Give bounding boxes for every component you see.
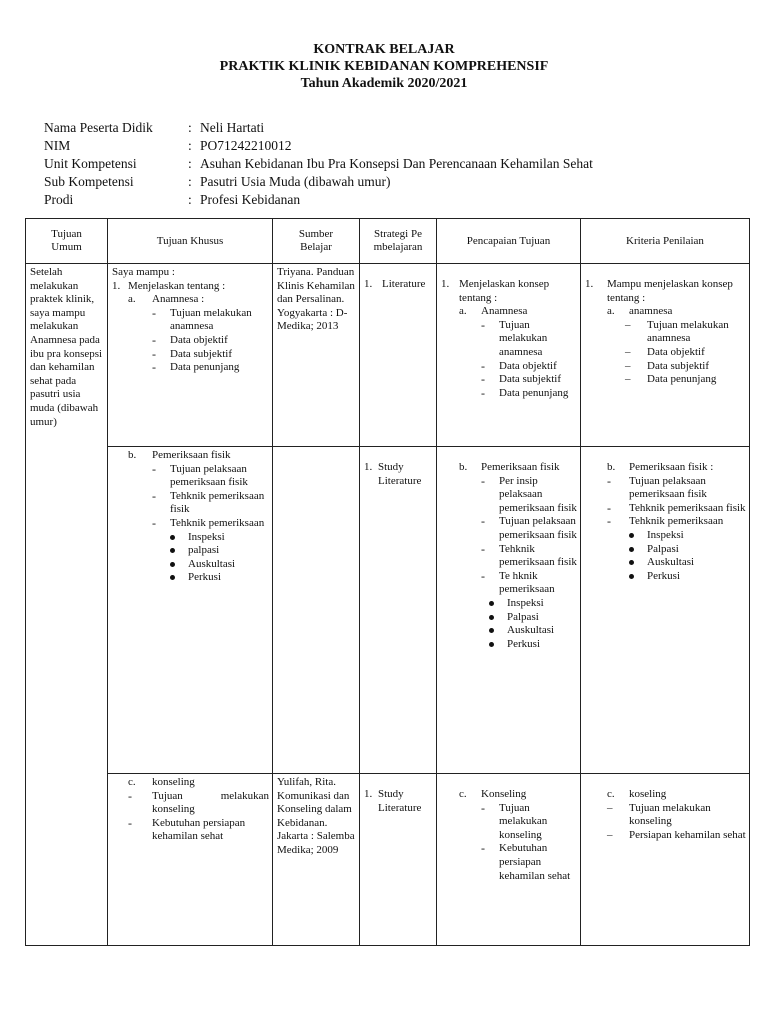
sumber-cell — [273, 264, 360, 447]
header-pencapaian: Pencapaian Tujuan — [437, 219, 581, 264]
header-kriteria: Kriteria Penilaian — [581, 219, 750, 264]
khusus-item: Data penunjang — [170, 361, 240, 374]
info-colon: : — [188, 156, 192, 171]
info-value: Neli Hartati — [200, 120, 265, 135]
table-row — [26, 264, 750, 447]
capai-head: Pemeriksaan fisik — [481, 461, 560, 473]
contract-table — [25, 218, 750, 946]
header-label: Sumber Belajar — [298, 228, 334, 253]
strategi-cell — [360, 447, 437, 774]
khusus-mark: c. — [128, 776, 136, 788]
khusus-intro: Saya mampu : — [112, 266, 175, 278]
capai-head: Konseling — [481, 788, 527, 800]
tujuan-umum-cell — [26, 264, 108, 946]
kriteria-head: koseling — [629, 788, 667, 800]
info-colon: : — [188, 138, 192, 153]
khusus-num: 1. — [112, 279, 121, 292]
kriteria-item: Data objektif — [647, 345, 705, 358]
capai-bullet: Perkusi — [507, 637, 540, 650]
info-label: Prodi — [44, 192, 74, 207]
kriteria-cell: b. Pemeriksaan fisik : - Tujuan pelaksaan pemeriksaan fisik - Tehknik pemeriksaan fisik - Tehknik pemeriksaan Inspeksi Palpasi Auskultasi Perkusi — [581, 447, 750, 774]
khusus-sub: Anamnesa : — [152, 293, 205, 306]
strategi-num: 1. — [364, 788, 373, 800]
capai-item: Data penunjang — [499, 386, 569, 399]
strategi-num: 1. — [364, 461, 373, 473]
sumber-cell — [273, 774, 360, 946]
kriteria-item: Persiapan kehamilan sehat — [629, 828, 746, 841]
khusus-sub-mark: a. — [128, 293, 136, 306]
khusus-item: Kebutuhan persiapan kehamilan sehat — [152, 816, 246, 843]
strategi-text: Study Literature — [378, 461, 422, 487]
info-value: PO71242210012 — [200, 138, 292, 153]
khusus-bullet: Inspeksi — [188, 530, 225, 543]
kriteria-item: Tehknik pemeriksaan — [629, 515, 724, 528]
khusus-bullet: palpasi — [188, 544, 220, 557]
doc-title-line3: Tahun Akademik 2020/2021 — [300, 76, 468, 91]
table-row — [26, 447, 750, 774]
khusus-bullet: Perkusi — [188, 571, 221, 584]
kriteria-bullet: Auskultasi — [647, 556, 695, 569]
info-value: Asuhan Kebidanan Ibu Pra Konsepsi Dan Perencanaan Kehamilan Sehat — [200, 156, 593, 171]
khusus-head: Pemeriksaan fisik — [152, 449, 231, 461]
tujuan-khusus-cell: Saya mampu : 1. Menjelaskan tentang : a. Anamnesa : - Tujuan melakukan anamnesa - Data objektif - Data subjektif - Data penunjang — [108, 264, 273, 447]
kriteria-item: Tujuan pelaksaan pemeriksaan fisik — [629, 474, 707, 501]
info-label: Unit Kompetensi — [44, 156, 137, 171]
khusus-item: Tehknik pemeriksaan fisik — [170, 489, 265, 516]
strategi-text: Literature — [382, 278, 426, 290]
khusus-mark: b. — [128, 449, 137, 461]
info-value: Profesi Kebidanan — [200, 192, 301, 207]
info-row-unit — [44, 155, 593, 173]
info-row-nama — [44, 119, 593, 137]
sumber-text: Triyana. Panduan Klinis Kehamilan dan Persalinan. Yogyakarta : D-Medika; 2013 — [277, 266, 355, 333]
info-row-prodi — [44, 191, 593, 209]
tujuan-khusus-cell: b. Pemeriksaan fisik - Tujuan pelaksaan pemeriksaan fisik - Tehknik pemeriksaan fisik - Tehknik pemeriksaan Inspeksi palpasi Auskultasi Perkusi — [108, 447, 273, 774]
sumber-cell — [273, 447, 360, 774]
info-row-nim — [44, 137, 593, 155]
header-label: Strategi Pembelajaran — [373, 228, 423, 253]
kriteria-num: 1. — [585, 278, 594, 290]
kriteria-cell: 1. Mampu menjelaskan konsep tentang : a. anamnesa – Tujuan melakukan anamnesa – Data objektif – Data subjektif – Data penunjang — [581, 264, 750, 447]
khusus-item: Data subjektif — [170, 347, 233, 360]
capai-num: 1. — [441, 278, 450, 290]
kriteria-mark: b. — [607, 461, 616, 473]
kriteria-sub: anamnesa — [629, 305, 673, 318]
khusus-head: konseling — [152, 776, 195, 788]
strategi-cell — [360, 264, 437, 447]
kriteria-item: Tehknik pemeriksaan fisik — [629, 501, 746, 514]
header-sumber-belajar — [273, 219, 360, 264]
pencapaian-cell: b. Pemeriksaan fisik - Per insip pelaksaan pemeriksaan fisik - Tujuan pelaksaan pemeriksaan fisik - Tehknik pemeriksaan fisik - Te hknik pemeriksaan Inspeksi Palpasi Auskultasi Perkusi — [437, 447, 581, 774]
capai-sub: Anamnesa — [481, 305, 528, 318]
kriteria-cell: c. koseling – Tujuan melakukan konseling – Persiapan kehamilan sehat — [581, 774, 750, 946]
kriteria-head: Pemeriksaan fisik : — [629, 461, 714, 473]
table-row — [26, 774, 750, 946]
kriteria-mark: c. — [607, 788, 615, 800]
header-tujuan-khusus: Tujuan Khusus — [108, 219, 273, 264]
table-header-row — [26, 219, 750, 264]
khusus-item: Tujuan melakukan anamnesa — [170, 306, 252, 333]
kriteria-item: Tujuan melakukan anamnesa — [647, 318, 729, 345]
khusus-item: Data objektif — [170, 333, 228, 346]
kriteria-item: Data penunjang — [647, 373, 717, 386]
pencapaian-cell: 1. Menjelaskan konsep tentang : a. Anamnesa - Tujuan melakukan anamnesa - Data objektif - Data subjektif - Data penunjang — [437, 264, 581, 447]
info-colon: : — [188, 192, 192, 207]
kriteria-sub-mark: a. — [607, 305, 615, 318]
capai-item: Data objektif — [499, 359, 557, 372]
capai-bullet: Inspeksi — [507, 596, 544, 609]
strategi-text: Study Literature — [378, 788, 422, 814]
pencapaian-cell: c. Konseling - Tujuan melakukan konseling - Kebutuhan persiapan kehamilan sehat — [437, 774, 581, 946]
khusus-item: Tehknik pemeriksaan — [170, 516, 265, 529]
header-label: Tujuan Umum — [51, 228, 82, 253]
sumber-text: Yulifah, Rita. Komunikasi dan Konseling dalam Kebidanan. Jakarta : Salemba Medika; 2009 — [277, 776, 355, 856]
header-strategi — [360, 219, 437, 264]
capai-item: Per insip pelaksaan pemeriksaan fisik — [499, 474, 577, 514]
capai-item: Tehknik pemeriksaan fisik — [499, 542, 577, 569]
kriteria-bullet: Perkusi — [647, 569, 680, 582]
capai-sub-mark: a. — [459, 305, 467, 318]
info-colon: : — [188, 174, 192, 189]
khusus-head: Menjelaskan tentang : — [128, 279, 226, 292]
tujuan-khusus-cell: c. konseling - Tujuan melakukan konseling - Kebutuhan persiapan kehamilan sehat — [108, 774, 273, 946]
info-label: Sub Kompetensi — [44, 174, 134, 189]
kriteria-head: Mampu menjelaskan konsep tentang : — [607, 278, 733, 304]
capai-mark: b. — [459, 461, 468, 473]
capai-item: Tujuan melakukan konseling — [499, 801, 548, 841]
capai-mark: c. — [459, 788, 467, 800]
info-value: Pasutri Usia Muda (dibawah umur) — [200, 174, 391, 189]
khusus-item: Tujuan melakukan konseling — [152, 789, 269, 816]
capai-bullet: Palpasi — [507, 610, 539, 623]
student-info — [44, 119, 593, 209]
strategi-cell — [360, 774, 437, 946]
info-label: Nama Peserta Didik — [44, 120, 153, 135]
capai-item: Kebutuhan persiapan kehamilan sehat — [499, 842, 571, 882]
kriteria-item: Data subjektif — [647, 359, 710, 372]
tujuan-umum-text: Setelah melakukan praktek klinik, saya mampu melakukan Anamnesa pada ibu pra konsepsi dan kehamilan sehat pada pasutri usia muda (dibawah umur) — [30, 266, 103, 428]
khusus-item: Tujuan pelaksaan pemeriksaan fisik — [170, 462, 248, 489]
info-row-sub — [44, 173, 593, 191]
capai-item: Tujuan melakukan anamnesa — [499, 318, 548, 358]
kriteria-item: Tujuan melakukan konseling — [629, 801, 711, 828]
info-label: NIM — [44, 138, 71, 153]
doc-title-line2: PRAKTIK KLINIK KEBIDANAN KOMPREHENSIF — [219, 59, 549, 74]
capai-item: Te hknik pemeriksaan — [499, 569, 555, 596]
strategi-num: 1. — [364, 278, 373, 290]
khusus-bullet: Auskultasi — [188, 557, 236, 570]
kriteria-bullet: Inspeksi — [647, 528, 684, 541]
capai-bullet: Auskultasi — [507, 624, 555, 637]
capai-item: Tujuan pelaksaan pemeriksaan fisik — [499, 515, 577, 541]
kriteria-bullet: Palpasi — [647, 542, 679, 555]
capai-head: Menjelaskan konsep tentang : — [459, 278, 550, 304]
header-tujuan-umum — [26, 219, 108, 264]
doc-title-line1: KONTRAK BELAJAR — [313, 42, 455, 57]
info-colon: : — [188, 120, 192, 135]
capai-item: Data subjektif — [499, 373, 562, 386]
